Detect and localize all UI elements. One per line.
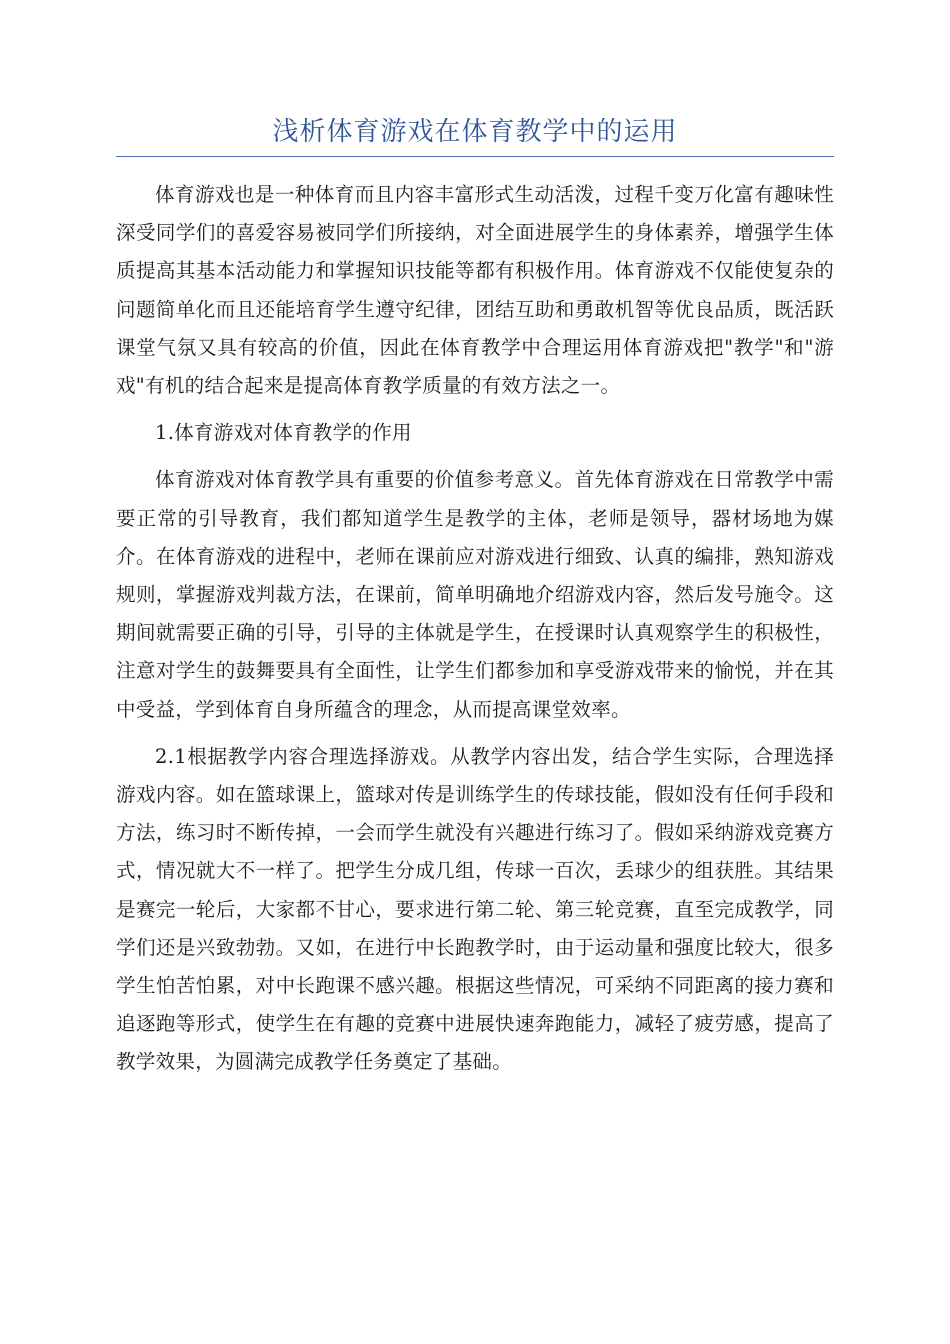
section-paragraph-1: 体育游戏对体育教学具有重要的价值参考意义。首先体育游戏在日常教学中需要正常的引导教育，我们都知道学生是教学的主体，老师是领导，器材场地为媒介。在体育游戏的进程中，老师在课前应对游戏进行细致、认真的编排，熟知游戏规则，掌握游戏判裁方法，在课前，简单明确地介绍游戏内容，然后发号施令。这期间就需要正确的引导，引导的主体就是学生，在授课时认真观察学生的积极性，注意对学生的鼓舞要具有全面性，让学生们都参加和享受游戏带来的愉悦，并在其中受益，学到体育自身所蕴含的理念，从而提高课堂效率。 bbox=[116, 468, 834, 721]
section-heading: 1.体育游戏对体育教学的作用 bbox=[155, 421, 412, 445]
section-paragraph-2: 2.1根据教学内容合理选择游戏。从教学内容出发，结合学生实际，合理选择游戏内容。如在篮球课上，篮球对传是训练学生的传球技能，假如没有任何手段和方法，练习时不断传掉，一会而学生就没有兴趣进行练习了。假如采纳游戏竞赛方式，情况就大不一样了。把学生分成几组，传球一百次，丢球少的组获胜。其结果是赛完一轮后，大家都不甘心，要求进行第二轮、第三轮竞赛，直至完成教学，同学们还是兴致勃勃。又如，在进行中长跑教学时，由于运动量和强度比较大，很多学生怕苦怕累，对中长跑课不感兴趣。根据这些情况，可采纳不同距离的接力赛和追逐跑等形式，使学生在有趣的竞赛中进展快速奔跑能力，减轻了疲劳感，提高了教学效果，为圆满完成教学任务奠定了基础。 bbox=[116, 744, 834, 1074]
title-block bbox=[116, 112, 834, 157]
page-title: 浅析体育游戏在体育教学中的运用 bbox=[272, 117, 678, 147]
document-body bbox=[116, 176, 834, 1091]
intro-paragraph: 体育游戏也是一种体育而且内容丰富形式生动活泼，过程千变万化富有趣味性深受同学们的喜爱容易被同学们所接纳，对全面进展学生的身体素养，增强学生体质提高其基本活动能力和掌握知识技能等都有积极作用。体育游戏不仅能使复杂的问题简单化而且还能培育学生遵守纪律，团结互助和勇敢机智等优良品质，既活跃课堂气氛又具有较高的价值，因此在体育教学中合理运用体育游戏把"教学"和"游戏"有机的结合起来是提高体育教学质量的有效方法之一。 bbox=[116, 183, 834, 398]
